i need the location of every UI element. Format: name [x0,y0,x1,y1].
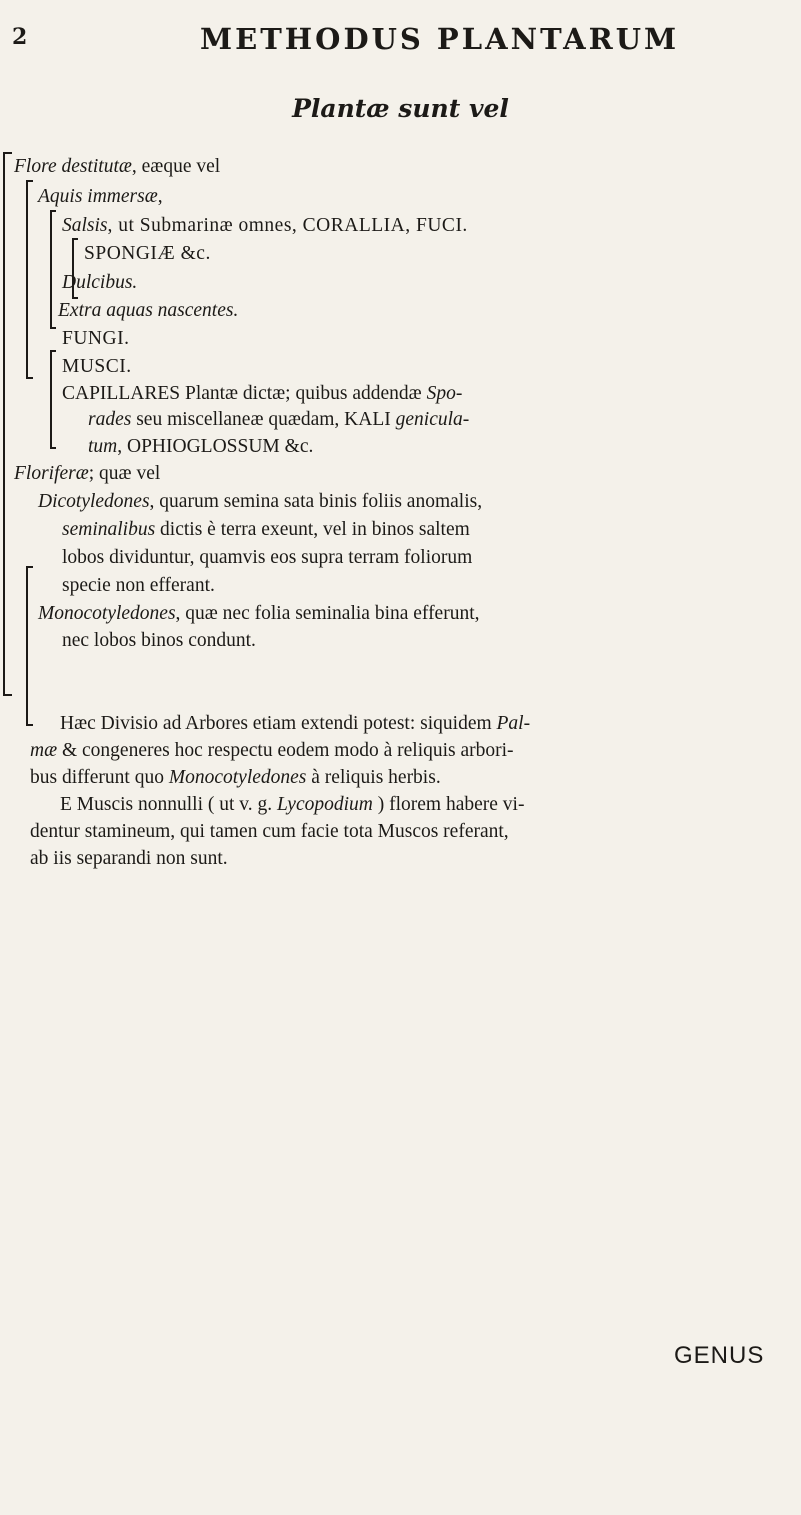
page-number: 2 [12,24,28,50]
page-header [0,22,801,62]
outline-line: Aquis immersæ, [38,186,163,207]
running-title: METHODUS PLANTARUM [200,22,680,56]
brace-floriferae [26,566,33,726]
brace-aquis-immersae [50,210,56,329]
paragraph-palmae-line-3: bus differunt quo Monocotyledones à reliquis herbis. [30,767,441,788]
floriferae-label: Floriferæ [14,463,89,484]
musci-label: MUSCI. [62,356,132,377]
brace-flore-destitutae [26,180,33,379]
fungi-label: FUNGI. [62,328,130,349]
dicotyledones-line-1: Dicotyledones, quarum semina sata binis foliis anomalis, [38,491,483,512]
outline-line: Flore destitutæ, eæque vel [14,156,221,177]
paragraph-palmae: Hæc Divisio ad Arbores etiam extendi potest: siquidem Pal- [60,713,531,734]
brace-level1 [3,152,12,696]
section-subtitle: Plantæ sunt vel [292,94,509,123]
monocotyledones-line-2: nec lobos binos condunt. [62,630,256,651]
dicotyledones-line-2: seminalibus dictis è terra exeunt, vel in binos saltem [62,519,470,540]
spongiae-line: SPONGIÆ &c. [84,243,211,264]
capillares-line-1: CAPILLARES Plantæ dictæ; quibus addendæ Spo- [62,383,463,404]
flore-destitutae-label: Flore destitutæ [14,156,132,177]
aquis-immersae-label: Aquis immersæ [38,186,158,207]
monocotyledones-line-1: Monocotyledones, quæ nec folia seminalia bina efferunt, [38,603,480,624]
salsis-label: Salsis [62,215,108,236]
extra-aquas-label: Extra aquas nascentes. [58,300,239,321]
dulcibus-label: Dulcibus. [62,272,138,293]
paragraph-muscis-line-3: ab iis separandi non sunt. [30,848,228,869]
catchword: GENUS [674,1342,765,1369]
capillares-line-2: rades seu miscellaneæ quædam, KALI genicula- [88,409,470,430]
capillares-line-3: tum, OPHIOGLOSSUM &c. [88,436,314,457]
paragraph-palmae-line-2: mæ & congeneres hoc respectu eodem modo à reliquis arbori- [30,740,514,761]
paragraph-muscis-line-2: dentur stamineum, qui tamen cum facie tota Muscos referant, [30,821,509,842]
dicotyledones-line-4: specie non efferant. [62,575,215,596]
dicotyledones-line-3: lobos dividuntur, quamvis eos supra terram foliorum [62,547,473,568]
paragraph-muscis: E Muscis nonnulli ( ut v. g. Lycopodium ) florem habere vi- [60,794,525,815]
outline-line: Floriferæ; quæ vel [14,463,161,484]
brace-extra-aquas [50,350,56,449]
outline-line: Salsis, ut Submarinæ omnes, CORALLIA, FUCI. [62,215,468,236]
